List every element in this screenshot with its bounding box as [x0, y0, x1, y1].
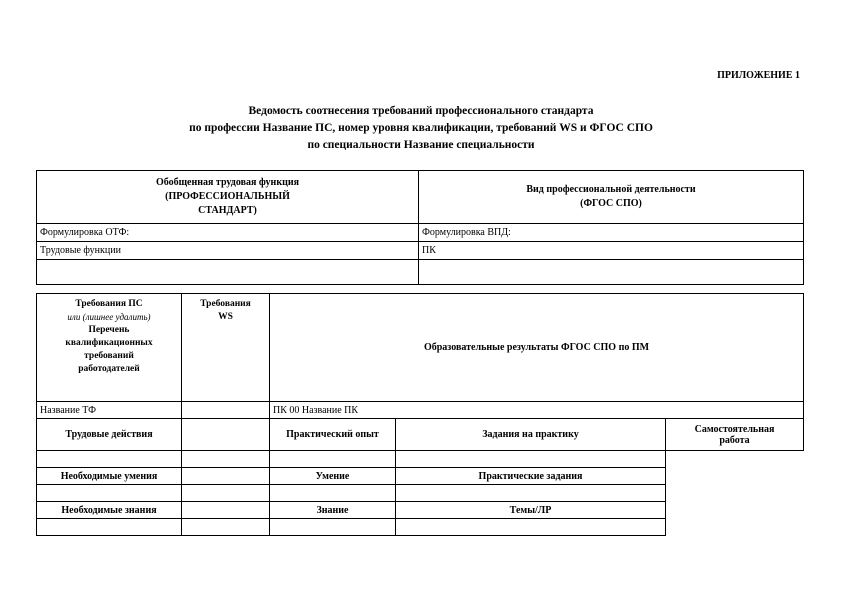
empty-cell — [396, 485, 666, 502]
pk-name: ПК 00 Название ПК — [270, 402, 804, 419]
title-line-3: по специальности Название специальности — [307, 139, 535, 151]
practical-tasks: Практические задания — [396, 468, 666, 485]
empty-cell — [37, 519, 182, 536]
topics: Темы/ЛР — [396, 502, 666, 519]
empty-cell — [419, 260, 804, 285]
empty-cell — [182, 451, 270, 468]
otf-header: Обобщенная трудовая функция (ПРОФЕССИОНАЛЬНЫЙ СТАНДАРТ) — [37, 171, 419, 224]
empty-cell — [270, 485, 396, 502]
empty-cell — [37, 451, 182, 468]
independent-work-body — [666, 451, 804, 536]
empty-cell — [182, 502, 270, 519]
empty-cell — [182, 468, 270, 485]
empty-cell — [182, 485, 270, 502]
vpd-formulation: Формулировка ВПД: — [419, 224, 804, 242]
pk-cell: ПК — [419, 242, 804, 260]
empty-cell — [37, 485, 182, 502]
practical-experience: Практический опыт — [270, 419, 396, 451]
otf-formulation: Формулировка ОТФ: — [37, 224, 419, 242]
empty-cell — [182, 402, 270, 419]
ws-requirements-header: Требования WS — [182, 294, 270, 402]
title-line-2: по профессии Название ПС, номер уровня квалификации, требований WS и ФГОС СПО — [189, 122, 653, 134]
empty-cell — [270, 451, 396, 468]
required-skills: Необходимые умения — [37, 468, 182, 485]
labor-functions: Трудовые функции — [37, 242, 419, 260]
document-title — [0, 103, 842, 154]
empty-cell — [182, 419, 270, 451]
empty-cell — [270, 519, 396, 536]
empty-cell — [396, 451, 666, 468]
function-table — [36, 170, 804, 285]
appendix-label: ПРИЛОЖЕНИЕ 1 — [717, 70, 800, 81]
ps-requirements-header: Требования ПС или (лишнее удалить) Перечень квалификационных требований работодателей — [37, 294, 182, 402]
labor-actions: Трудовые действия — [37, 419, 182, 451]
knowledge: Знание — [270, 502, 396, 519]
educational-results-header: Образовательные результаты ФГОС СПО по ПМ — [270, 294, 804, 402]
empty-cell — [396, 519, 666, 536]
title-line-1: Ведомость соотнесения требований профессионального стандарта — [248, 105, 594, 117]
tf-name: Название ТФ — [37, 402, 182, 419]
empty-cell — [37, 260, 419, 285]
independent-work: Самостоятельная работа — [666, 419, 804, 451]
practice-tasks: Задания на практику — [396, 419, 666, 451]
vpd-header: Вид профессиональной деятельности (ФГОС СПО) — [419, 171, 804, 224]
required-knowledge: Необходимые знания — [37, 502, 182, 519]
requirements-table — [36, 293, 804, 536]
skill: Умение — [270, 468, 396, 485]
empty-cell — [182, 519, 270, 536]
